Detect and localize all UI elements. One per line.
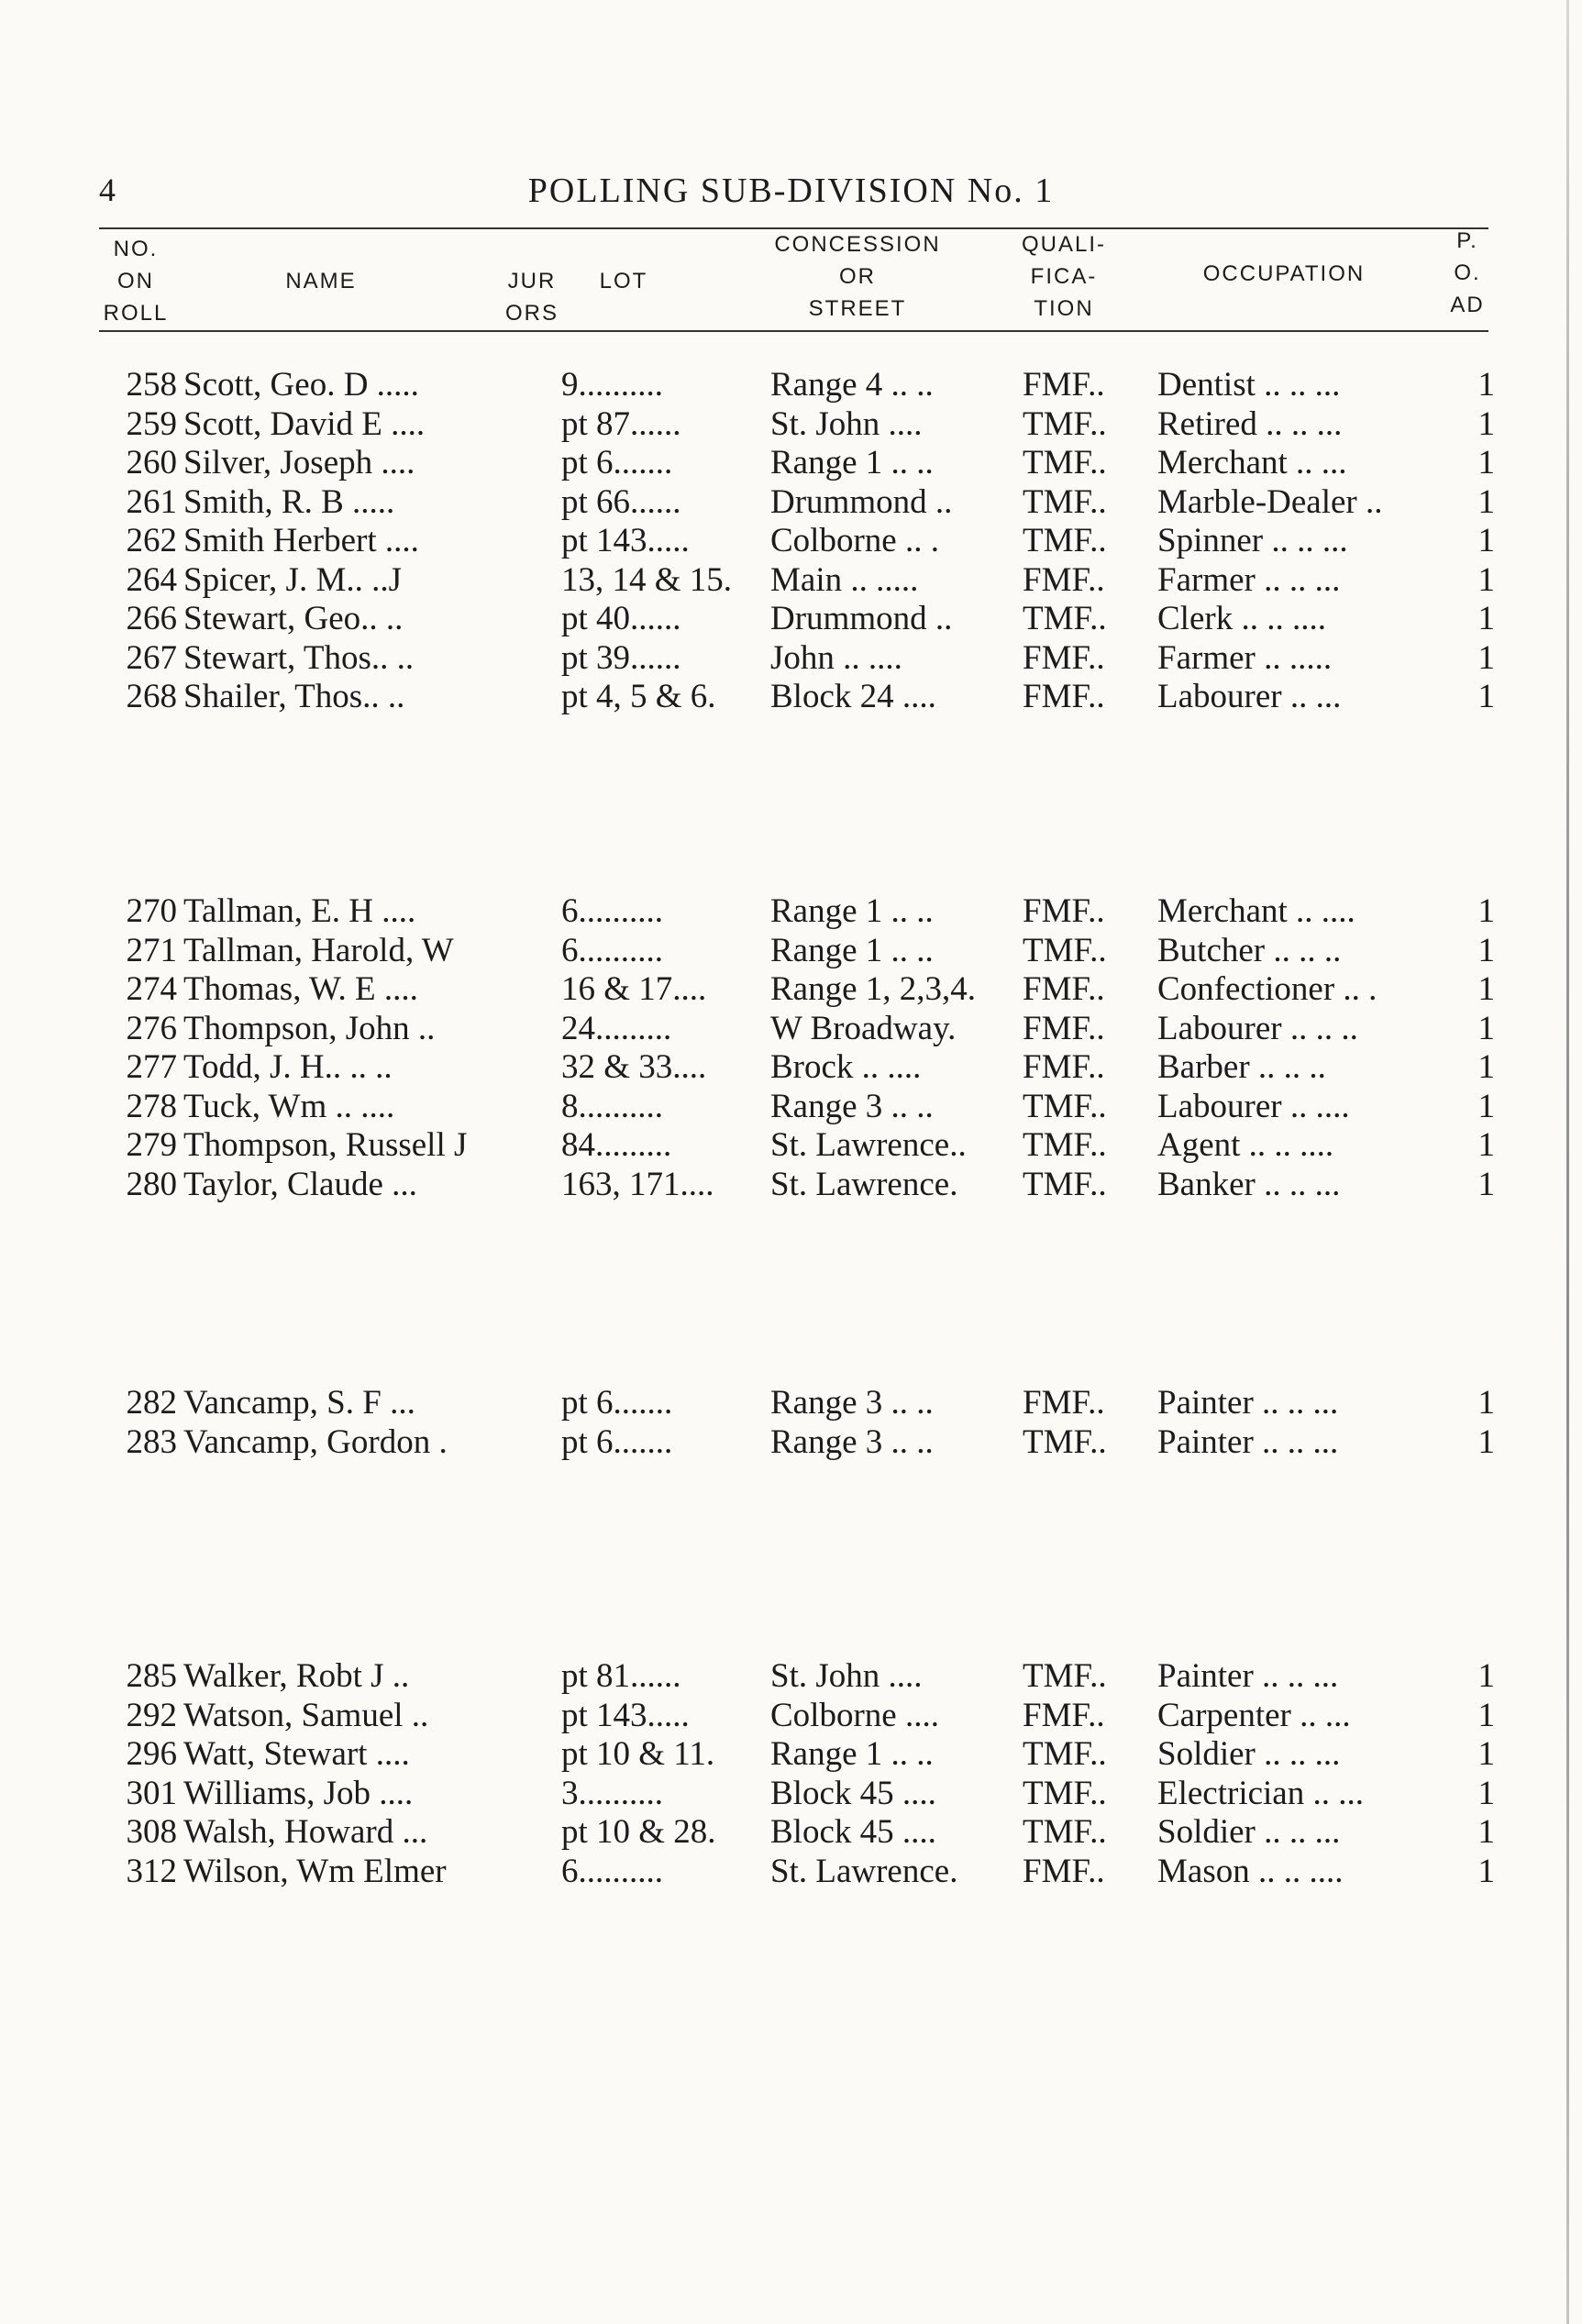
occupation: Merchant .. ... [1157,444,1347,481]
voter-row [0,1852,1582,1892]
qualification: TMF.. [1023,1813,1107,1851]
voter-row [0,1125,1582,1166]
occupation: Dentist .. .. ... [1157,366,1341,404]
po-ad: 1 [1477,366,1495,404]
voter-row [0,560,1582,601]
voter-row [0,443,1582,483]
voter-name: Todd, J. H.. .. .. [183,1048,393,1086]
po-ad: 1 [1477,482,1495,521]
roll-number: 285 [126,1657,177,1695]
voter-row [0,677,1582,717]
column-header-no-on-roll: NO. ON ROLL [103,237,169,326]
qualification: TMF.. [1023,404,1107,443]
voter-name: Vancamp, Gordon . [183,1422,448,1461]
lot: pt 143..... [561,522,690,559]
roll-number: 312 [126,1852,177,1890]
qualification: TMF.. [1023,444,1107,481]
occupation: Marble-Dealer .. [1157,482,1383,521]
voter-name: Thompson, Russell J [183,1126,468,1164]
po-ad: 1 [1477,1774,1495,1812]
voter-name: Thomas, W. E .... [183,970,418,1008]
po-ad: 1 [1477,1384,1495,1422]
concession-or-street: Block 45 .... [770,1774,936,1812]
roll-number: 267 [126,638,177,677]
qualification: FMF.. [1023,1009,1105,1047]
roll-number: 301 [126,1774,177,1812]
voter-name: Smith, R. B ..... [183,482,395,521]
voter-row [0,1422,1582,1463]
concession-or-street: Range 1 .. .. [770,1735,934,1773]
lot: 6.......... [561,931,663,969]
po-ad: 1 [1477,1657,1495,1695]
roll-number: 268 [126,678,177,715]
voter-row [0,1656,1582,1697]
po-ad: 1 [1477,1048,1495,1086]
concession-or-street: Range 1 .. .. [770,444,934,481]
lot: 16 & 17.... [561,970,707,1008]
po-ad: 1 [1477,1852,1495,1890]
lot: pt 6....... [561,444,673,481]
column-header-name: NAME [285,269,357,293]
lot: 9.......... [561,366,663,404]
lot: 8.......... [561,1087,663,1125]
roll-number: 292 [126,1696,177,1734]
po-ad: 1 [1477,638,1495,677]
po-ad: 1 [1477,1165,1495,1203]
qualification: TMF.. [1023,1087,1107,1125]
occupation: Butcher .. .. .. [1157,931,1342,969]
qualification: TMF.. [1023,1657,1107,1695]
occupation: Mason .. .. .... [1157,1852,1344,1890]
qualification: FMF.. [1023,638,1105,677]
voter-row [0,1009,1582,1049]
roll-number: 278 [126,1087,177,1125]
concession-or-street: Brock .. .... [770,1048,922,1086]
occupation: Farmer .. ..... [1157,638,1333,677]
lot: 13, 14 & 15. [561,560,733,599]
column-header-lot: LOT [599,269,648,293]
lot: 6.......... [561,892,663,930]
voter-name: Scott, David E .... [183,404,426,443]
concession-or-street: Block 24 .... [770,678,936,715]
lot: pt 4, 5 & 6. [561,678,716,715]
roll-number: 280 [126,1165,177,1203]
roll-number: 266 [126,600,177,637]
roll-number: 261 [126,482,177,521]
occupation: Merchant .. .... [1157,892,1355,930]
lot: 163, 171.... [561,1165,714,1203]
po-ad: 1 [1477,1813,1495,1851]
concession-or-street: St. Lawrence.. [770,1126,967,1164]
occupation: Confectioner .. . [1157,970,1377,1008]
qualification: TMF.. [1023,482,1107,521]
po-ad: 1 [1477,1126,1495,1164]
qualification: FMF.. [1023,678,1105,715]
voter-row [0,1383,1582,1423]
page-title: POLLING SUB-DIVISION No. 1 [527,172,1055,210]
concession-or-street: Range 1, 2,3,4. [770,970,977,1008]
concession-or-street: Range 1 .. .. [770,892,934,930]
voter-name: Stewart, Thos.. .. [183,638,415,677]
voter-name: Watson, Samuel .. [183,1696,429,1734]
voter-row [0,599,1582,639]
lot: 6.......... [561,1852,663,1890]
roll-number: 270 [126,892,177,930]
lot: 32 & 33.... [561,1048,707,1086]
voter-name: Williams, Job .... [183,1774,414,1812]
roll-number: 276 [126,1009,177,1047]
qualification: TMF.. [1023,1422,1107,1461]
voter-name: Tuck, Wm .. .... [183,1087,395,1125]
voter-name: Shailer, Thos.. .. [183,678,405,715]
concession-or-street: John .. .... [770,638,902,677]
occupation: Labourer .. ... [1157,678,1342,715]
roll-number: 271 [126,931,177,969]
lot: pt 10 & 28. [561,1813,716,1851]
roll-number: 264 [126,560,177,599]
concession-or-street: St. Lawrence. [770,1165,958,1203]
voter-row [0,404,1582,445]
po-ad: 1 [1477,970,1495,1008]
column-header-concession: CONCESSION OR STREET [774,232,941,321]
occupation: Painter .. .. ... [1157,1422,1339,1461]
concession-or-street: St. John .... [770,1657,923,1695]
voter-row [0,969,1582,1010]
voter-row [0,1734,1582,1775]
qualification: TMF.. [1023,1126,1107,1164]
roll-number: 259 [126,404,177,443]
roll-number: 274 [126,970,177,1008]
voter-row [0,1696,1582,1736]
occupation: Retired .. .. ... [1157,404,1343,443]
lot: pt 81...... [561,1657,681,1695]
po-ad: 1 [1477,404,1495,443]
voter-name: Taylor, Claude ... [183,1165,417,1203]
qualification: TMF.. [1023,1774,1107,1812]
column-header-po: P. O. AD [1450,228,1485,317]
lot: pt 10 & 11. [561,1735,715,1773]
voter-row [0,1165,1582,1205]
occupation: Soldier .. .. ... [1157,1813,1341,1851]
column-header-jurors: JUR ORS [504,269,559,326]
roll-number: 283 [126,1422,177,1461]
voter-name: Spicer, J. M.. ..J [183,560,402,599]
po-ad: 1 [1477,892,1495,930]
qualification: TMF.. [1023,1735,1107,1773]
lot: 24......... [561,1009,672,1047]
voter-row [0,638,1582,679]
voter-name: Stewart, Geo.. .. [183,600,404,637]
concession-or-street: Drummond .. [770,482,953,521]
voter-name: Silver, Joseph .... [183,444,415,481]
roll-number: 279 [126,1126,177,1164]
voter-name: Walsh, Howard ... [183,1813,428,1851]
concession-or-street: Main .. ..... [770,560,919,599]
lot: 84......... [561,1126,672,1164]
po-ad: 1 [1477,1087,1495,1125]
lot: pt 6....... [561,1422,673,1461]
concession-or-street: Range 4 .. .. [770,366,934,404]
lot: pt 66...... [561,482,681,521]
qualification: FMF.. [1023,970,1105,1008]
qualification: TMF.. [1023,600,1107,637]
po-ad: 1 [1477,931,1495,969]
voter-name: Smith Herbert .... [183,522,419,559]
occupation: Farmer .. .. ... [1157,560,1341,599]
concession-or-street: Range 1 .. .. [770,931,934,969]
occupation: Carpenter .. ... [1157,1696,1351,1734]
qualification: FMF.. [1023,560,1105,599]
qualification: TMF.. [1023,522,1107,559]
concession-or-street: St. Lawrence. [770,1852,958,1890]
voter-name: Vancamp, S. F ... [183,1384,415,1422]
roll-number: 308 [126,1813,177,1851]
qualification: FMF.. [1023,1852,1105,1890]
qualification: FMF.. [1023,1696,1105,1734]
occupation: Painter .. .. ... [1157,1384,1339,1422]
voter-name: Wilson, Wm Elmer [183,1852,447,1890]
concession-or-street: Colborne .. . [770,522,939,559]
qualification: FMF.. [1023,892,1105,930]
occupation: Barber .. .. .. [1157,1048,1326,1086]
po-ad: 1 [1477,1422,1495,1461]
occupation: Electrician .. ... [1157,1774,1364,1812]
page-number: 4 [99,172,116,208]
roll-number: 296 [126,1735,177,1773]
lot: pt 39...... [561,638,681,677]
voter-name: Watt, Stewart .... [183,1735,410,1773]
concession-or-street: W Broadway. [770,1009,957,1047]
occupation: Labourer .. .... [1157,1087,1350,1125]
voter-row [0,891,1582,932]
voter-name: Thompson, John .. [183,1009,436,1047]
voter-row [0,1087,1582,1127]
voter-row [0,521,1582,561]
occupation: Spinner .. .. ... [1157,522,1348,559]
occupation: Banker .. .. ... [1157,1165,1341,1203]
occupation: Agent .. .. .... [1157,1126,1334,1164]
voter-name: Scott, Geo. D ..... [183,366,419,404]
po-ad: 1 [1477,600,1495,637]
voter-row [0,1774,1582,1814]
occupation: Soldier .. .. ... [1157,1735,1341,1773]
roll-number: 262 [126,522,177,559]
concession-or-street: Drummond .. [770,600,953,637]
lot: pt 143..... [561,1696,690,1734]
lot: pt 40...... [561,600,681,637]
lot: pt 87...... [561,404,681,443]
lot: 3.......... [561,1774,663,1812]
voter-name: Tallman, Harold, W [183,931,454,969]
occupation: Labourer .. .. .. [1157,1009,1358,1047]
voter-row [0,1812,1582,1853]
voter-row [0,1047,1582,1088]
po-ad: 1 [1477,560,1495,599]
qualification: TMF.. [1023,931,1107,969]
po-ad: 1 [1477,1735,1495,1773]
header-bottom-rule [99,330,1488,332]
po-ad: 1 [1477,1009,1495,1047]
lot: pt 6....... [561,1384,673,1422]
qualification: FMF.. [1023,1048,1105,1086]
roll-number: 258 [126,366,177,404]
concession-or-street: Range 3 .. .. [770,1422,934,1461]
voter-row [0,365,1582,405]
voter-name: Tallman, E. H .... [183,892,416,930]
po-ad: 1 [1477,444,1495,481]
qualification: FMF.. [1023,366,1105,404]
concession-or-street: Range 3 .. .. [770,1384,934,1422]
concession-or-street: Colborne .... [770,1696,939,1734]
concession-or-street: St. John .... [770,404,923,443]
qualification: TMF.. [1023,1165,1107,1203]
column-header-qualification: QUALI- FICA- TION [1021,232,1106,321]
qualification: FMF.. [1023,1384,1105,1422]
po-ad: 1 [1477,678,1495,715]
roll-number: 260 [126,444,177,481]
roll-number: 277 [126,1048,177,1086]
voter-row [0,482,1582,523]
po-ad: 1 [1477,1696,1495,1734]
occupation: Clerk .. .. .... [1157,600,1326,637]
roll-number: 282 [126,1384,177,1422]
voter-row [0,931,1582,971]
voter-name: Walker, Robt J .. [183,1657,410,1695]
column-header-occupation: OCCUPATION [1202,261,1366,286]
concession-or-street: Range 3 .. .. [770,1087,934,1125]
concession-or-street: Block 45 .... [770,1813,936,1851]
po-ad: 1 [1477,522,1495,559]
occupation: Painter .. .. ... [1157,1657,1339,1695]
